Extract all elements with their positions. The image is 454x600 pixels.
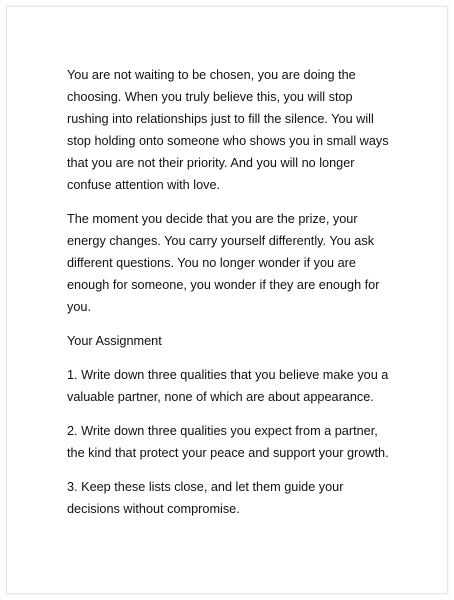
assignment-item-1: 1. Write down three qualities that you believe make you a valuable partner, none of which are about appearance. xyxy=(67,368,389,404)
assignment-item-3: 3. Keep these lists close, and let them guide your decisions without compromise. xyxy=(67,480,344,516)
assignment-item-2: 2. Write down three qualities you expect from a partner, the kind that protect your peace and support your growth. xyxy=(67,424,389,460)
document-page xyxy=(6,6,448,594)
paragraph-1: You are not waiting to be chosen, you are doing the choosing. When you truly believe this, you will stop rushing into relationships just to fill the silence. You will stop holding onto someone who shows you in small ways that you are not their priority. And you will no longer confuse attention with love. xyxy=(67,68,389,192)
paragraph-2: The moment you decide that you are the prize, your energy changes. You carry yourself differently. You ask different questions. You no longer wonder if you are enough for someone, you wonder if they are enough for you. xyxy=(67,212,380,314)
assignment-heading: Your Assignment xyxy=(67,334,162,348)
document-body xyxy=(67,64,397,532)
